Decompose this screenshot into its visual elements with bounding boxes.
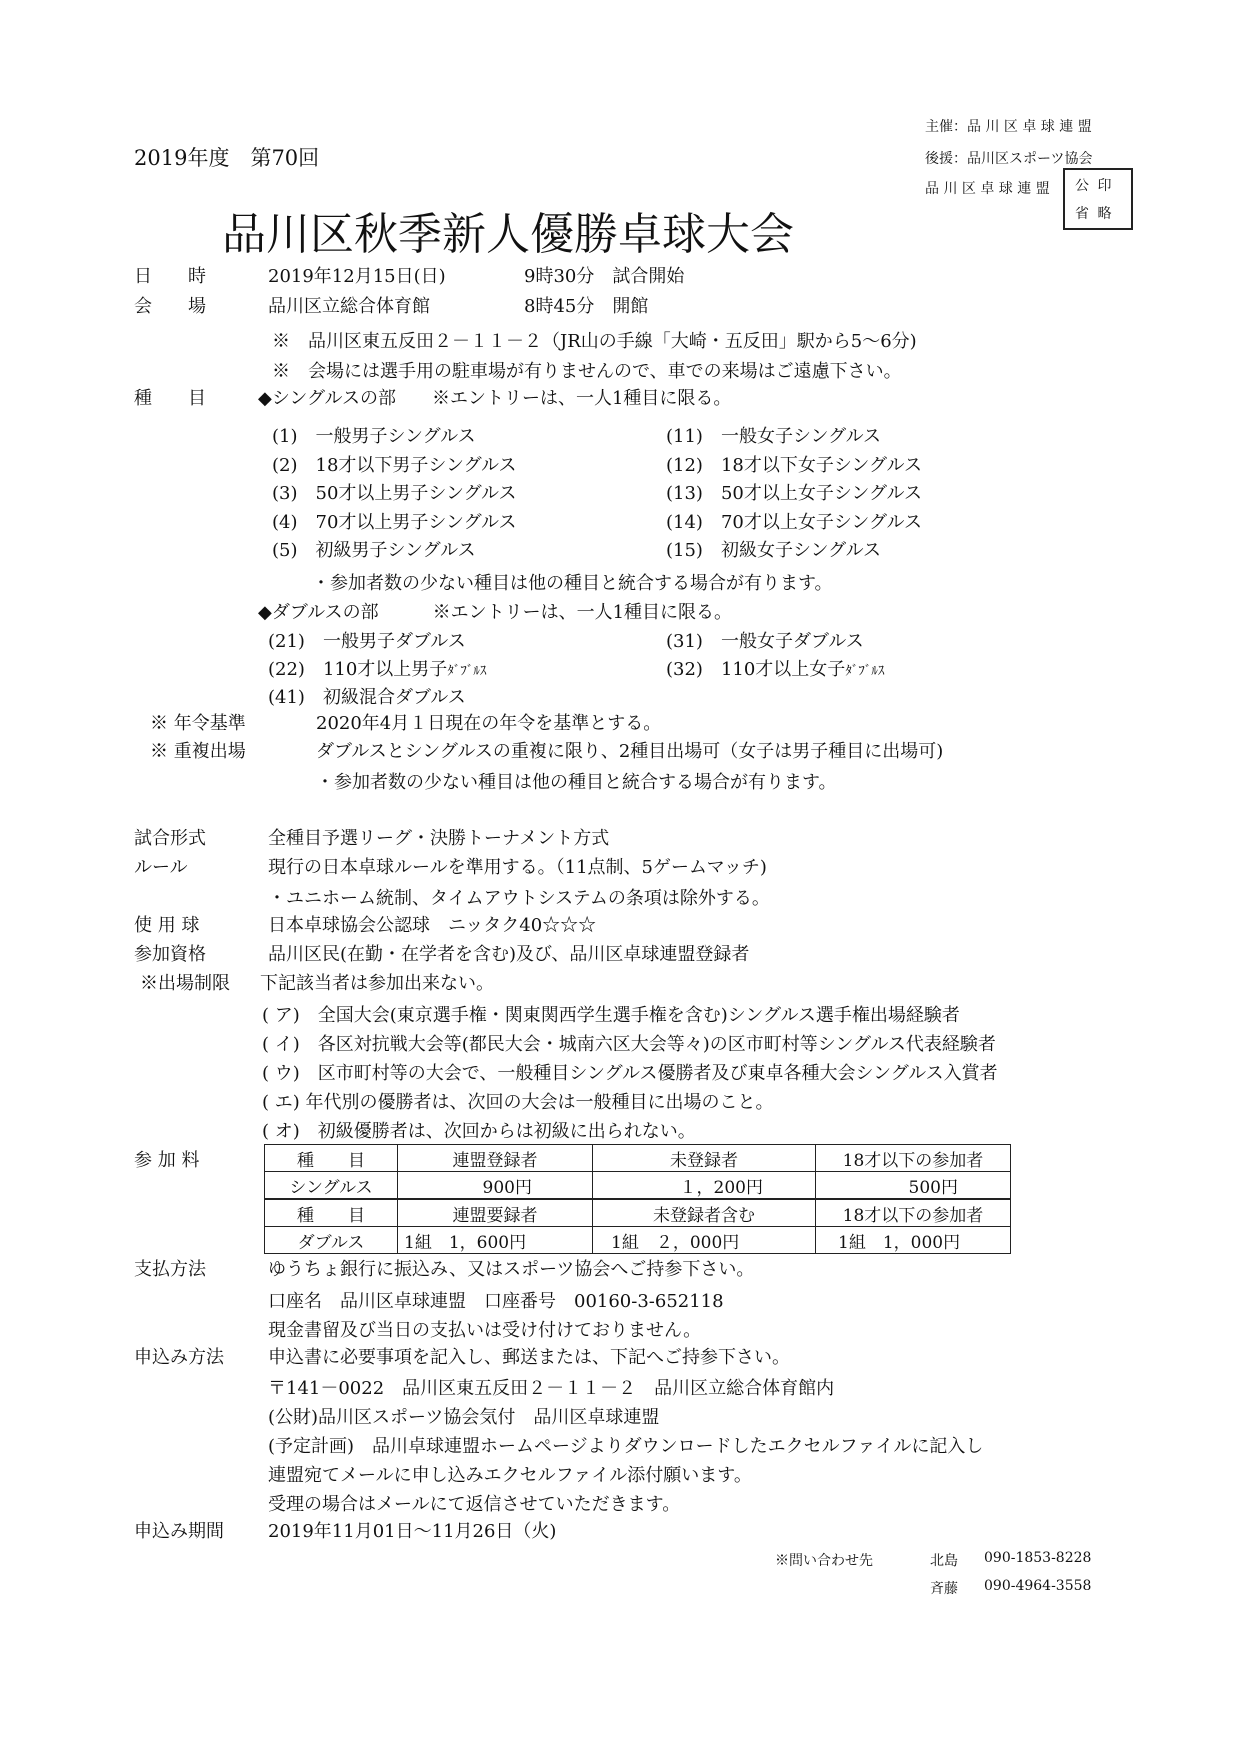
table-row <box>265 1145 1011 1172</box>
table-cell: 種 目 <box>265 1145 398 1172</box>
list-item: (1) 一般男子シングルス <box>272 426 476 447</box>
ball-label: 使 用 球 <box>134 915 200 936</box>
events-label: 種 目 <box>134 388 206 409</box>
rule-note: ・ユニホーム統制、タイムアウトシステムの条項は除外する。 <box>268 888 770 909</box>
singles-right-list <box>666 423 922 566</box>
list-item: ( ア) 全国大会(東京選手権・関東関西学生選手権を含む)シングルス選手権出場経験者 <box>262 1005 960 1026</box>
ball-value: 日本卓球協会公認球 ニッタク40☆☆☆ <box>268 915 597 936</box>
contact-phone: 090-4964-3558 <box>984 1578 1092 1594</box>
payment-line: ゆうちょ銀行に振込み、又はスポーツ協会へご持参下さい。 <box>268 1259 755 1280</box>
fee-table <box>264 1144 1011 1254</box>
singles-header: ◆シングルスの部 ※エントリーは、一人1種目に限る。 <box>258 388 732 409</box>
rule-label: ルール <box>134 857 188 878</box>
list-item: (13) 50才以上女子シングルス <box>666 483 922 504</box>
list-item: ( オ) 初級優勝者は、次回からは初級に出られない。 <box>262 1121 696 1142</box>
doubles-item: (31) 一般女子ダブルス <box>666 631 864 652</box>
venue-label: 会 場 <box>134 296 206 317</box>
duplicate-entry-value: ダブルスとシングルスの重複に限り、2種目出場可（女子は男子種目に出場可) <box>316 741 944 762</box>
fee-label: 参 加 料 <box>134 1150 200 1171</box>
seal-text-line1: 公 印 <box>1075 178 1114 194</box>
contact-label: ※問い合わせ先 <box>775 1553 873 1569</box>
table-cell: 未登録者 <box>593 1145 816 1172</box>
list-item: ( ウ) 区市町村等の大会で、一般種目シングルス優勝者及び東卓各種大会シングルス入賞者 <box>262 1063 998 1084</box>
list-item: ( イ) 各区対抗戦大会等(都民大会・城南六区大会等々)の区市町村等シングルス代表経験者 <box>262 1034 996 1055</box>
seal-box <box>1063 168 1133 230</box>
host-organizer: 主催：品 川 区 卓 球 連 盟 <box>925 119 1092 135</box>
seal-organization: 品 川 区 卓 球 連 盟 <box>925 181 1050 197</box>
table-cell: 種 目 <box>265 1199 398 1227</box>
age-criteria-value: 2020年4月１日現在の年令を基準とする。 <box>316 713 662 734</box>
list-item: (4) 70才以上男子シングルス <box>272 511 517 533</box>
doubles-item-suffix: ﾀﾞﾌﾞﾙｽ <box>845 664 885 679</box>
format-label: 試合形式 <box>134 828 206 849</box>
open-time: 8時45分 開館 <box>524 296 649 317</box>
table-row <box>265 1227 1011 1254</box>
seal-text-line2: 省 略 <box>1075 206 1114 222</box>
doubles-header: ◆ダブルスの部 ※エントリーは、一人1種目に限る。 <box>258 602 733 623</box>
table-cell: 1組 ２，000円 <box>593 1227 816 1254</box>
singles-left-list <box>272 423 517 566</box>
restriction-label: ※出場制限 <box>140 973 230 994</box>
list-item: (15) 初級女子シングルス <box>666 540 882 561</box>
table-cell: ダブルス <box>265 1227 398 1254</box>
table-cell: 未登録者含む <box>593 1199 816 1227</box>
application-reply-note: 受理の場合はメールにて返信させていただきます。 <box>268 1494 681 1515</box>
table-cell: 500円 <box>816 1172 1011 1200</box>
application-address: 〒141－0022 品川区東五反田２－１１－２ 品川区立総合体育館内 <box>268 1378 835 1399</box>
table-cell: １，200円 <box>593 1172 816 1200</box>
table-row <box>265 1172 1011 1200</box>
duplicate-entry-note: ・参加者数の少ない種目は他の種目と統合する場合が有ります。 <box>316 772 837 793</box>
date-value: 2019年12月15日(日) <box>268 266 446 287</box>
list-item: ( エ) 年代別の優勝者は、次回の大会は一般種目に出場のこと。 <box>262 1092 774 1113</box>
contact-name: 斉藤 <box>930 1581 958 1597</box>
application-line: 申込書に必要事項を記入し、郵送または、下記へご持参下さい。 <box>268 1347 790 1368</box>
date-label: 日 時 <box>134 266 206 287</box>
list-item: (14) 70才以上女子シングルス <box>666 511 922 533</box>
page-title: 品川区秋季新人優勝卓球大会 <box>222 209 794 260</box>
venue-value: 品川区立総合体育館 <box>268 296 430 317</box>
list-item: (2) 18才以下男子シングルス <box>272 454 517 476</box>
restriction-list <box>262 1001 998 1146</box>
table-row <box>265 1199 1011 1227</box>
list-item: (3) 50才以上男子シングルス <box>272 483 517 504</box>
table-cell: 1組 1，600円 <box>398 1227 593 1254</box>
eligibility-value: 品川区民(在勤・在学者を含む)及び、品川区卓球連盟登録者 <box>268 944 750 965</box>
table-cell: 連盟登録者 <box>398 1145 593 1172</box>
table-cell: 連盟要録者 <box>398 1199 593 1227</box>
rule-value: 現行の日本卓球ルールを準用する。（11点制、5ゲームマッチ) <box>268 857 767 878</box>
table-cell: 18才以下の参加者 <box>816 1145 1011 1172</box>
table-cell: 900円 <box>398 1172 593 1200</box>
application-recipient: (公財)品川区スポーツ協会気付 品川区卓球連盟 <box>268 1407 660 1428</box>
list-item: (11) 一般女子シングルス <box>666 426 882 447</box>
restriction-value: 下記該当者は参加出来ない。 <box>260 973 494 994</box>
eligibility-label: 参加資格 <box>134 944 206 965</box>
payment-label: 支払方法 <box>134 1259 206 1280</box>
doubles-item-suffix: ﾀﾞﾌﾞﾙｽ <box>447 664 487 679</box>
contact-name: 北島 <box>930 1553 958 1569</box>
application-period-value: 2019年11月01日～11月26日（火) <box>268 1521 557 1542</box>
table-cell: 18才以下の参加者 <box>816 1199 1011 1227</box>
parking-note: ※ 会場には選手用の駐車場が有りませんので、車での来場はご遠慮下さい。 <box>272 361 902 382</box>
sponsor: 後援：品川区スポーツ協会 <box>925 151 1093 167</box>
singles-merge-note: ・参加者数の少ない種目は他の種目と統合する場合が有ります。 <box>312 573 833 594</box>
list-item: (12) 18才以下女子シングルス <box>666 454 922 476</box>
table-cell: 1組 1，000円 <box>816 1227 1011 1254</box>
application-label: 申込み方法 <box>134 1347 224 1368</box>
application-period-label: 申込み期間 <box>134 1521 224 1542</box>
payment-note: 現金書留及び当日の支払いは受け付けておりません。 <box>268 1320 702 1341</box>
doubles-item-label: (32) 110才以上女子 <box>666 659 846 680</box>
start-time: 9時30分 試合開始 <box>524 266 685 287</box>
payment-account: 口座名 品川区卓球連盟 口座番号 00160-3-652118 <box>268 1291 724 1312</box>
doubles-item <box>268 655 486 681</box>
contact-phone: 090-1853-8228 <box>984 1550 1092 1566</box>
age-criteria-label: ※ 年令基準 <box>150 713 246 734</box>
table-cell: シングルス <box>265 1172 398 1200</box>
application-email-note: 連盟宛てメールに申し込みエクセルファイル添付願います。 <box>268 1465 752 1486</box>
doubles-item: (21) 一般男子ダブルス <box>268 631 466 652</box>
year-edition: 2019年度 第70回 <box>134 146 320 170</box>
duplicate-entry-label: ※ 重複出場 <box>150 741 246 762</box>
venue-address-note: ※ 品川区東五反田２－１１－２（JR山の手線「大崎・五反田」駅から5～6分) <box>272 331 917 352</box>
doubles-item: (41) 初級混合ダブルス <box>268 687 466 708</box>
format-value: 全種目予選リーグ・決勝トーナメント方式 <box>268 828 610 849</box>
list-item: (5) 初級男子シングルス <box>272 540 476 561</box>
doubles-item <box>666 655 884 681</box>
doubles-item-label: (22) 110才以上男子 <box>268 659 448 680</box>
application-plan: (予定計画) 品川卓球連盟ホームページよりダウンロードしたエクセルファイルに記入し <box>268 1436 984 1457</box>
